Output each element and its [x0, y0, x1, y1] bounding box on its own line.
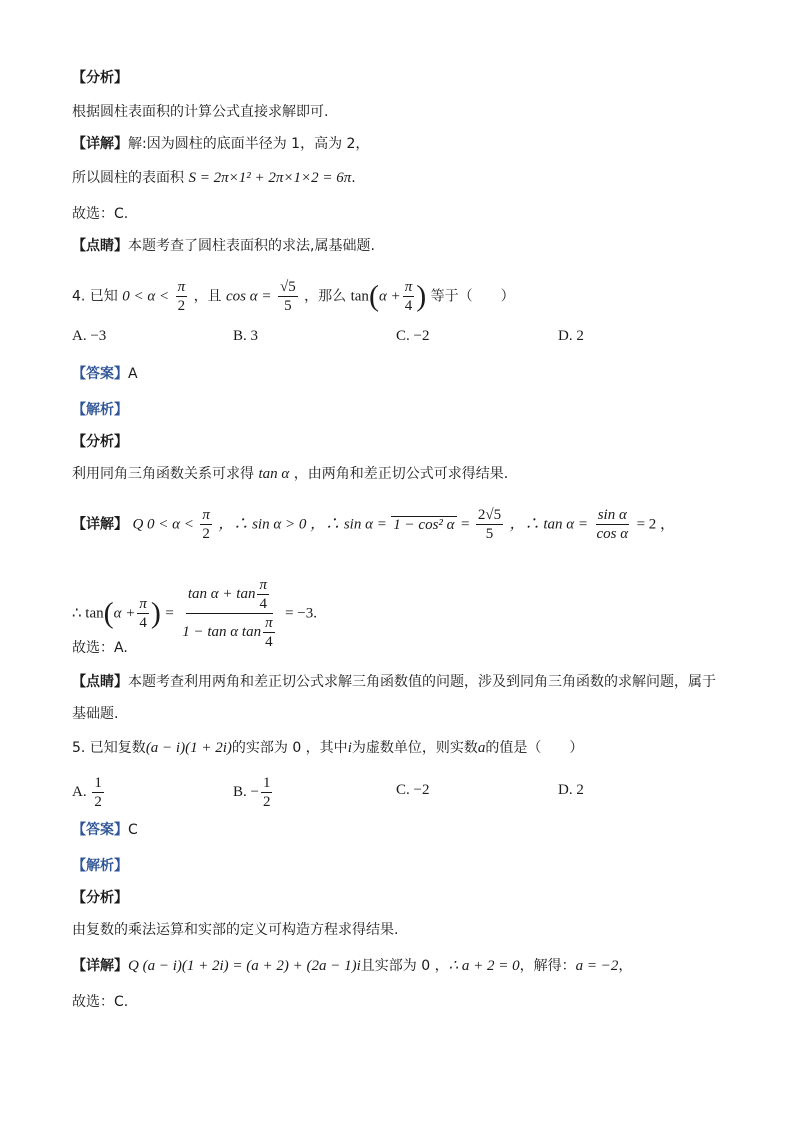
q4-analysis-text2: ，由两角和差正切公式可求得结果. [293, 466, 509, 482]
q5-answer: C [128, 822, 138, 838]
q4-therefore-tan: ∴ tan [72, 605, 104, 622]
comment-line [72, 236, 375, 256]
q4-equals: 等于（ ） [430, 288, 515, 305]
q4-tan: tan [350, 288, 369, 305]
q5-option-b: B. − $\frac{1}{2}$ [233, 775, 271, 810]
q5-detail-expr2: ∴ a + 2 = 0 [448, 958, 520, 974]
q5-choose: 故选：C. [72, 994, 129, 1010]
q4-detail-sqrt: 1 − cos² α [393, 516, 455, 533]
q5-answer-tag: 【答案】 [72, 822, 128, 838]
q4-big-num: tan α + tan [187, 585, 256, 602]
parse-tag: 【解析】 [72, 402, 128, 418]
q4-result-eq: = [165, 605, 174, 622]
q5-text3: 的值是（ ） [485, 740, 584, 756]
q4-frac-pi-2: $\frac{\pi}{2}$ [177, 279, 186, 314]
q5-detail-tag: 【详解】 [72, 958, 128, 974]
q4-stem: 4. 已知 0 < α < $\frac{\pi}{2}$ ，且 cos α = $\frac{√5}{5}$ ，那么 tan(α + $\frac{\pi}{4}$ ) 等于（ ） [72, 279, 515, 314]
q4-result-frac-pi-4: $\frac{\pi}{4}$ [139, 596, 147, 631]
q5-number: 5. 已知复数 [72, 740, 146, 756]
q4-and: ，且 [193, 288, 222, 305]
q4-option-a: A. −3 [72, 328, 107, 344]
q4-detail-line [72, 506, 675, 543]
q4-result-alpha-plus: α + [113, 605, 136, 622]
q4-number: 4. 已知 [72, 288, 118, 305]
detail-text: 解:因为圆柱的底面半径为 1，高为 2， [128, 136, 370, 152]
q5-expr: (a − i)(1 + 2i) [145, 740, 232, 756]
q4-cos: cos α = [226, 288, 272, 305]
q4-result-line: ∴ tan(α + $\frac{\pi}{4}$ ) = tan α + tan $\frac{\pi}{4}$ 1 − tan α tan $\frac{\pi}{4}$ = −3. [72, 577, 317, 650]
q5-text1: 的实部为 0 ，其中 [231, 740, 348, 756]
q4-option-b: B. 3 [233, 328, 259, 344]
answer-tag: 【答案】 [72, 366, 128, 382]
q5-detail-end: ， [618, 958, 633, 974]
q4-choose: 故选：A. [72, 640, 128, 656]
q5-option-d: D. 2 [558, 782, 584, 798]
comment-text: 本题考查了圆柱表面积的求法,属基础题. [128, 238, 375, 254]
q4-big-fraction: tan α + tan $\frac{\pi}{4}$ 1 − tan α tan $\frac{\pi}{4}$ [182, 577, 273, 650]
q5-detail-text1: 且实部为 0 ， [360, 958, 449, 974]
q5-stem [72, 738, 583, 758]
q5-detail-line [72, 956, 632, 976]
q4-answer-line [72, 364, 138, 384]
area-line: 所以圆柱的表面积 S = 2π×1² + 2π×1×2 = 6π. [72, 170, 356, 186]
q4-big-den: 1 − tan α tan [182, 623, 262, 640]
q4-detail-eq: = [461, 516, 470, 533]
q4-frac-pi-4: $\frac{\pi}{4}$ [404, 279, 413, 314]
q4-detail-frac-pi-2: $\frac{\pi}{2}$ [202, 507, 210, 542]
q4-comment-line [72, 672, 716, 692]
analysis-text: 根据圆柱表面积的计算公式直接求解即可. [72, 104, 329, 120]
q5-text2: 为虚数单位，则实数 [351, 740, 478, 756]
q5-detail-expr: Q (a − i)(1 + 2i) = (a + 2) + (2a − 1)i [128, 958, 361, 974]
q4-comment-text2: 基础题. [72, 706, 119, 722]
detail-tag: 【详解】 [72, 136, 128, 152]
q4-cond1: 0 < α < [122, 288, 170, 305]
q5-answer-line [72, 820, 138, 840]
q4-comment-text: 本题考查利用两角和差正切公式求解三角函数值的问题，涉及到同角三角函数的求解问题，属于 [128, 674, 716, 690]
q4-detail-tag: 【详解】 [72, 516, 128, 533]
q4-comment-tag: 【点睛】 [72, 674, 128, 690]
q4-option-c: C. −2 [396, 328, 430, 344]
q5-i: i [347, 740, 352, 756]
q4-alpha-plus: α + [378, 288, 401, 305]
area-text: 所以圆柱的表面积 [72, 170, 184, 186]
detail-line [72, 134, 369, 154]
analysis-tag: 【分析】 [72, 70, 128, 86]
q5-detail-expr3: a = −2 [575, 958, 619, 974]
q4-detail-tan: ，∴ tan α = [509, 516, 589, 533]
q5-parse-tag: 【解析】 [72, 858, 128, 874]
q4-frac-sqrt5-5: $\frac{√5}{5}$ [279, 279, 296, 314]
q4-detail-sin: ，∴ sin α > 0 ，∴ sin α = [218, 516, 387, 533]
q4-detail-cond: Q 0 < α < [132, 516, 194, 533]
q5-a: a [477, 740, 486, 756]
q5-analysis-tag: 【分析】 [72, 890, 128, 906]
q5-detail-text2: ，解得： [519, 958, 576, 974]
q4-answer: A [128, 366, 138, 382]
q4-tan-alpha: tan α [258, 466, 290, 482]
q5-option-a: A. $\frac{1}{2}$ [72, 775, 102, 810]
choose-c-1: 故选：C. [72, 206, 129, 222]
q4-analysis-line [72, 464, 508, 484]
q4-analysis-text: 利用同角三角函数关系可求得 [72, 466, 254, 482]
q4-option-d: D. 2 [558, 328, 584, 344]
q5-analysis-text: 由复数的乘法运算和实部的定义可构造方程求得结果. [72, 922, 399, 938]
q4-result: = −3. [285, 605, 317, 622]
q4-detail-frac-2sqrt5-5: $\frac{2√5}{5}$ [477, 507, 502, 542]
comment-tag: 【点睛】 [72, 238, 128, 254]
area-formula: S = 2π×1² + 2π×1×2 = 6π [188, 170, 352, 186]
q5-option-c: C. −2 [396, 782, 430, 798]
q4-analysis-tag: 【分析】 [72, 434, 128, 450]
q4-detail-frac-sin-cos: $\frac{\text{sin α}}{\text{cos α}}$ [596, 507, 629, 542]
q4-detail-eq-two: = 2 ， [636, 516, 676, 533]
q4-then: ，那么 [304, 288, 347, 305]
